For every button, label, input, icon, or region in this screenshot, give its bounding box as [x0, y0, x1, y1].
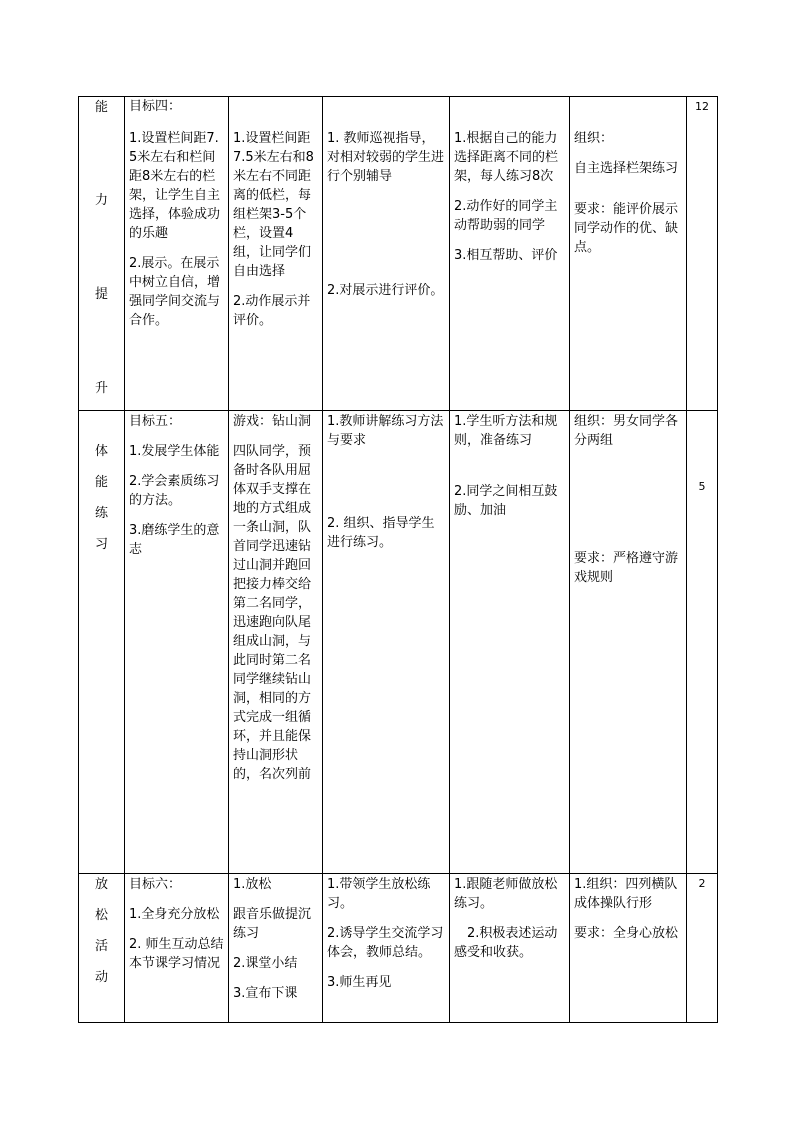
teacher-activity: 2.对展示进行评价。 [327, 283, 444, 298]
student-activity-cell [450, 411, 570, 874]
goal-item: 2. 师生互动总结本节课学习情况 [129, 937, 224, 971]
student-activity: 1.根据自己的能力选择距离不同的栏架，每人练习8次 [454, 131, 559, 184]
section-cell [79, 97, 125, 411]
section-char: 习 [94, 537, 108, 552]
content-text: 1.放松 [233, 877, 272, 892]
goal-item: 1.全身充分放松 [129, 907, 220, 922]
goal-item: 1.发展学生体能 [129, 444, 220, 459]
content-text: 1.设置栏间距7.5米左右和8米左右不同距离的低栏，每组栏架3-5个栏，设置4组，让同学们自由选择 [233, 131, 314, 279]
time-cell [687, 874, 718, 1023]
organization-text: 要求：严格遵守游戏规则 [574, 551, 679, 585]
student-activity: 1.学生听方法和规则，准备练习 [454, 414, 558, 448]
teacher-activity: 1.带领学生放松练习。 [327, 877, 431, 911]
section-cell [79, 874, 125, 1023]
goal-item: 2.学会素质练习的方法。 [129, 474, 220, 508]
goal-item: 2.展示。在展示中树立自信，增强同学间交流与合作。 [129, 256, 221, 328]
organization-cell [570, 874, 687, 1023]
section-char: 体 [94, 444, 108, 459]
student-activity: 2.动作好的同学主动帮助弱的同学 [454, 199, 558, 233]
student-activity-cell [450, 97, 570, 411]
table-row [79, 874, 718, 1023]
section-char: 活 [94, 939, 108, 954]
organization-text: 自主选择栏架练习 [574, 161, 679, 176]
teacher-activity: 2. 组织、指导学生进行练习。 [327, 516, 435, 550]
teacher-activity: 1. 教师巡视指导，对相对较弱的学生进行个别辅导 [327, 131, 445, 184]
organization-text: 组织：男女同学各分两组 [574, 414, 679, 448]
lesson-plan-table [78, 96, 718, 1023]
content-text: 2.动作展示并评价。 [233, 294, 311, 328]
time-minutes: 2 [698, 877, 706, 890]
goal-cell [125, 411, 229, 874]
content-text: 3.宣布下课 [233, 986, 298, 1001]
goal-item: 1.设置栏间距7.5米左右和栏间距8米左右的栏架，让学生自主选择，体验成功的乐趣 [129, 131, 221, 241]
content-cell [229, 411, 323, 874]
content-cell [229, 874, 323, 1023]
teacher-activity: 3.师生再见 [327, 975, 392, 990]
content-text: 四队同学，预备时各队用屈体双手支撑在地的方式组成一条山洞，队首同学迅速钻过山洞并跑回把接力棒交给第二名同学，迅速跑向队尾组成山洞，与此同时第二名同学继续钻山洞，相同的方式完成一组循环，并且能保持山洞形状的，名次列前 [233, 444, 312, 782]
student-activity: 2.积极表述运动感受和收获。 [454, 926, 558, 960]
table-row [79, 97, 718, 411]
time-minutes: 5 [698, 480, 706, 493]
content-text: 游戏：钻山洞 [233, 414, 312, 429]
goal-title: 目标五： [129, 414, 182, 429]
time-cell [687, 411, 718, 874]
content-text: 2.课堂小结 [233, 956, 298, 971]
section-char: 动 [94, 970, 108, 985]
organization-text: 要求：全身心放松 [574, 926, 679, 941]
student-activity: 2.同学之间相互鼓励、加油 [454, 484, 558, 518]
content-cell [229, 97, 323, 411]
section-cell [79, 411, 125, 874]
time-minutes: 12 [695, 100, 709, 113]
table-row [79, 411, 718, 874]
teacher-activity-cell [323, 411, 450, 874]
organization-cell [570, 411, 687, 874]
section-char: 力 [94, 193, 108, 208]
goal-item: 3.磨练学生的意志 [129, 523, 220, 557]
teacher-activity-cell [323, 97, 450, 411]
goal-cell [125, 97, 229, 411]
content-text: 跟音乐做提沉练习 [233, 907, 312, 941]
teacher-activity: 1.教师讲解练习方法与要求 [327, 414, 444, 448]
goal-cell [125, 874, 229, 1023]
goal-title: 目标六： [129, 877, 182, 892]
section-char: 能 [94, 475, 108, 490]
student-activity: 1.跟随老师做放松练习。 [454, 877, 558, 911]
section-char: 放 [94, 877, 108, 892]
time-cell [687, 97, 718, 411]
student-activity-cell [450, 874, 570, 1023]
organization-text: 要求：能评价展示同学动作的优、缺点。 [574, 202, 679, 255]
section-char: 提 [94, 287, 108, 302]
section-char: 练 [94, 506, 108, 521]
teacher-activity: 2.诱导学生交流学习体会，教师总结。 [327, 926, 444, 960]
organization-text: 组织： [574, 131, 614, 146]
section-char: 松 [94, 908, 108, 923]
section-char: 升 [94, 381, 108, 396]
teacher-activity-cell [323, 874, 450, 1023]
student-activity: 3.相互帮助、评价 [454, 248, 558, 263]
organization-text: 1.组织：四列横队成体操队行形 [574, 877, 678, 911]
section-char: 能 [94, 100, 108, 115]
organization-cell [570, 97, 687, 411]
goal-title: 目标四： [129, 99, 182, 114]
